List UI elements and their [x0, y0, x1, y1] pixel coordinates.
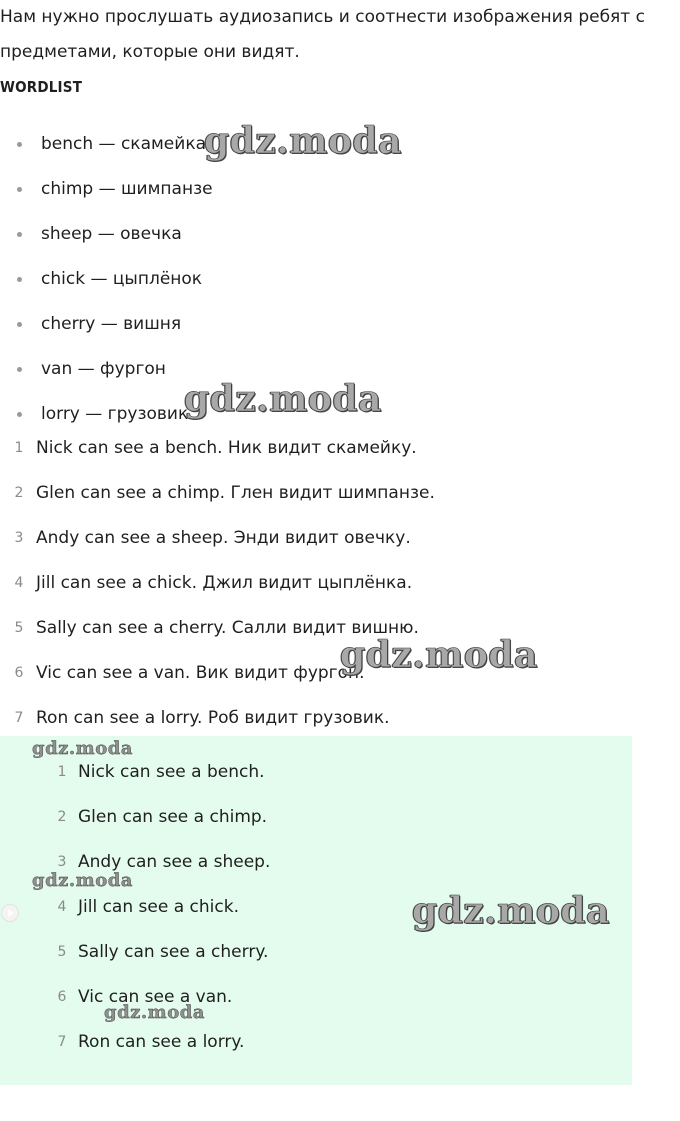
watermark-logo: gdz.moda	[412, 890, 610, 932]
item-number: 7	[57, 1034, 67, 1050]
item-number: 4	[14, 575, 24, 591]
wordlist-item	[0, 167, 213, 212]
bullet-icon	[17, 412, 22, 417]
item-number: 6	[14, 665, 24, 681]
wordlist-item-text: bench — скамейка	[41, 134, 207, 154]
wordlist-item-text: van — фургон	[41, 359, 166, 379]
translation-text: Vic can see a van. Вик видит фургон.	[36, 663, 365, 683]
watermark-logo: gdz.moda	[184, 378, 382, 420]
wordlist-item-text: chimp — шимпанзе	[41, 179, 213, 199]
translation-item	[0, 471, 435, 516]
bullet-icon	[17, 232, 22, 237]
watermark-logo: gdz.moda	[104, 1002, 205, 1023]
translation-item	[0, 516, 435, 561]
watermark-logo: gdz.moda	[340, 634, 538, 676]
watermark-logo: gdz.moda	[32, 738, 133, 759]
answer-text: Jill can see a chick.	[78, 897, 239, 917]
intro-text	[0, 0, 660, 70]
item-number: 7	[14, 710, 24, 726]
translation-text: Glen can see a chimp. Глен видит шимпанзе.	[36, 483, 435, 503]
translation-item	[0, 426, 435, 471]
answer-text: Sally can see a cherry.	[78, 942, 269, 962]
item-number: 5	[57, 944, 67, 960]
bullet-icon	[17, 187, 22, 192]
wordlist-item-text: cherry — вишня	[41, 314, 182, 334]
item-number: 5	[14, 620, 24, 636]
wordlist-item-text: sheep — овечка	[41, 224, 182, 244]
play-icon[interactable]	[1, 904, 19, 922]
wordlist-item	[0, 122, 213, 167]
translation-text: Nick can see a bench. Ник видит скамейку.	[36, 438, 417, 458]
answer-text: Glen can see a chimp.	[78, 807, 268, 827]
bullet-icon	[17, 277, 22, 282]
item-number: 6	[57, 989, 67, 1005]
item-number: 3	[57, 854, 67, 870]
translation-text: Sally can see a cherry. Салли видит вишню.	[36, 618, 419, 638]
answer-text: Nick can see a bench.	[78, 762, 265, 782]
item-number: 3	[14, 530, 24, 546]
bullet-icon	[17, 142, 22, 147]
bullet-icon	[17, 322, 22, 327]
answer-item	[0, 1020, 270, 1065]
answer-text: Ron can see a lorry.	[78, 1032, 245, 1052]
wordlist	[0, 122, 213, 437]
wordlist-heading: WORDLIST	[0, 78, 83, 96]
bullet-icon	[17, 367, 22, 372]
wordlist-item	[0, 302, 213, 347]
answer-item	[0, 930, 270, 975]
answer-item	[0, 885, 270, 930]
translation-text: Ron can see a lorry. Роб видит грузовик.	[36, 708, 390, 728]
answer-text: Andy can see a sheep.	[78, 852, 271, 872]
answer-item	[0, 795, 270, 840]
translation-item	[0, 696, 435, 741]
wordlist-item	[0, 347, 213, 392]
item-number: 1	[14, 440, 24, 456]
item-number: 2	[14, 485, 24, 501]
translation-list	[0, 426, 435, 741]
translation-text: Andy can see a sheep. Энди видит овечку.	[36, 528, 411, 548]
item-number: 2	[57, 809, 67, 825]
watermark-logo: gdz.moda	[32, 870, 133, 891]
wordlist-item	[0, 212, 213, 257]
translation-text: Jill can see a chick. Джил видит цыплёнка.	[36, 573, 413, 593]
translation-item	[0, 561, 435, 606]
wordlist-item-text: lorry — грузовик	[41, 404, 189, 424]
wordlist-item	[0, 257, 213, 302]
intro-line-1: Нам нужно прослушать аудиозапись и соотнести изображения ребят с	[0, 7, 645, 27]
watermark-logo: gdz.moda	[204, 120, 402, 162]
intro-line-2: предметами, которые они видят.	[0, 42, 300, 62]
item-number: 1	[57, 764, 67, 780]
item-number: 4	[57, 899, 67, 915]
wordlist-item-text: chick — цыплёнок	[41, 269, 203, 289]
answer-text: Vic can see a van.	[78, 987, 233, 1007]
